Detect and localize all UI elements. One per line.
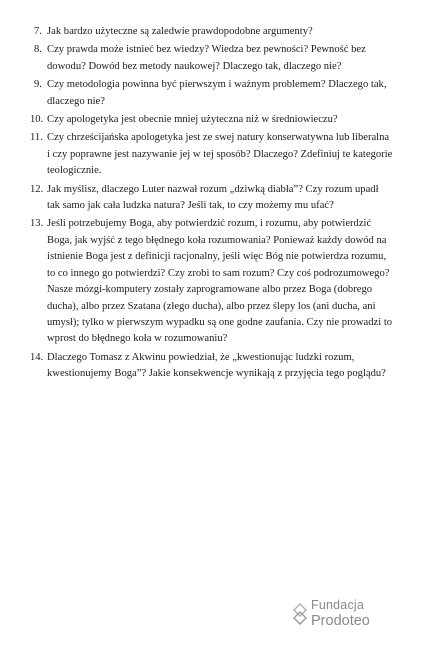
- question-text: Jeśli potrzebujemy Boga, aby potwierdzić rozum, i rozumu, aby potwierdzić Boga, jak wyjść z tego błędnego koła rozumowania? Ponieważ każdy dowód na istnienie Boga jest z definicji racjonalny, jeśli więc Bóg nie potwierdza rozumu, to co innego go potwierdzi? Czy zrobi to sam rozum? Czy coś podrozumowego? Nasze mózgi-komputery zostały zaprogramowane albo przez Boga (dobrego ducha), albo przez Szatana (złego ducha), albo przez ślepy los (ani ducha, ani umysł); tylko w pierwszym wypadku są one godne zaufania. Czy nie prowadzi to wprost do błędnego koła w rozumowaniu?: [47, 218, 393, 345]
- question-number: 9.: [34, 79, 42, 91]
- question-text: Czy apologetyka jest obecnie mniej użyteczna niż w średniowieczu?: [47, 114, 338, 126]
- question-item: [30, 182, 394, 215]
- question-number: 12.: [30, 183, 44, 195]
- question-number: 7.: [34, 26, 42, 37]
- question-text: Jak bardzo użyteczne są zaledwie prawdopodobne argumenty?: [47, 26, 313, 37]
- question-number: 10.: [30, 114, 44, 126]
- question-item: [34, 24, 394, 40]
- question-item: [30, 112, 394, 128]
- logo-line-1: Fundacja: [311, 598, 365, 612]
- publisher-logo: [290, 598, 380, 638]
- question-text: Czy metodologia powinna być pierwszym i ważnym problemem? Dlaczego tak, dlaczego nie?: [47, 79, 387, 107]
- logo-mark-icon: [290, 602, 310, 626]
- question-text: Jak myślisz, dlaczego Luter nazwał rozum „dziwką diabła”? Czy rozum upadł tak samo jak cała ludzka natura? Jeśli tak, to czy możemy mu ufać?: [47, 183, 379, 212]
- question-item: [30, 130, 394, 179]
- question-number: 11.: [30, 132, 43, 144]
- question-number: 8.: [34, 44, 42, 56]
- question-item: [34, 42, 394, 75]
- question-text: Czy prawda może istnieć bez wiedzy? Wiedza bez pewności? Pewność bez dowodu? Dowód bez metody naukowej? Dlaczego tak, dlaczego nie?: [47, 44, 366, 72]
- logo-line-2: Prodoteo: [311, 613, 370, 629]
- question-number: 14.: [30, 351, 44, 363]
- question-number: 13.: [30, 218, 44, 230]
- question-list: [30, 24, 394, 385]
- question-text: Dlaczego Tomasz z Akwinu powiedział, że „kwestionując ludzki rozum, kwestionujemy Boga”? Jakie konsekwencje wynikają z przyjęcia tego poglądu?: [47, 351, 386, 380]
- question-item: [30, 216, 394, 347]
- question-item: [34, 77, 394, 110]
- question-item: [30, 350, 394, 383]
- question-text: Czy chrześcijańska apologetyka jest ze swej natury konserwatywna lub liberalna i czy poprawne jest nazywanie jej w tej sposób? Dlaczego? Zdefiniuj te kategorie teologicznie.: [47, 132, 393, 177]
